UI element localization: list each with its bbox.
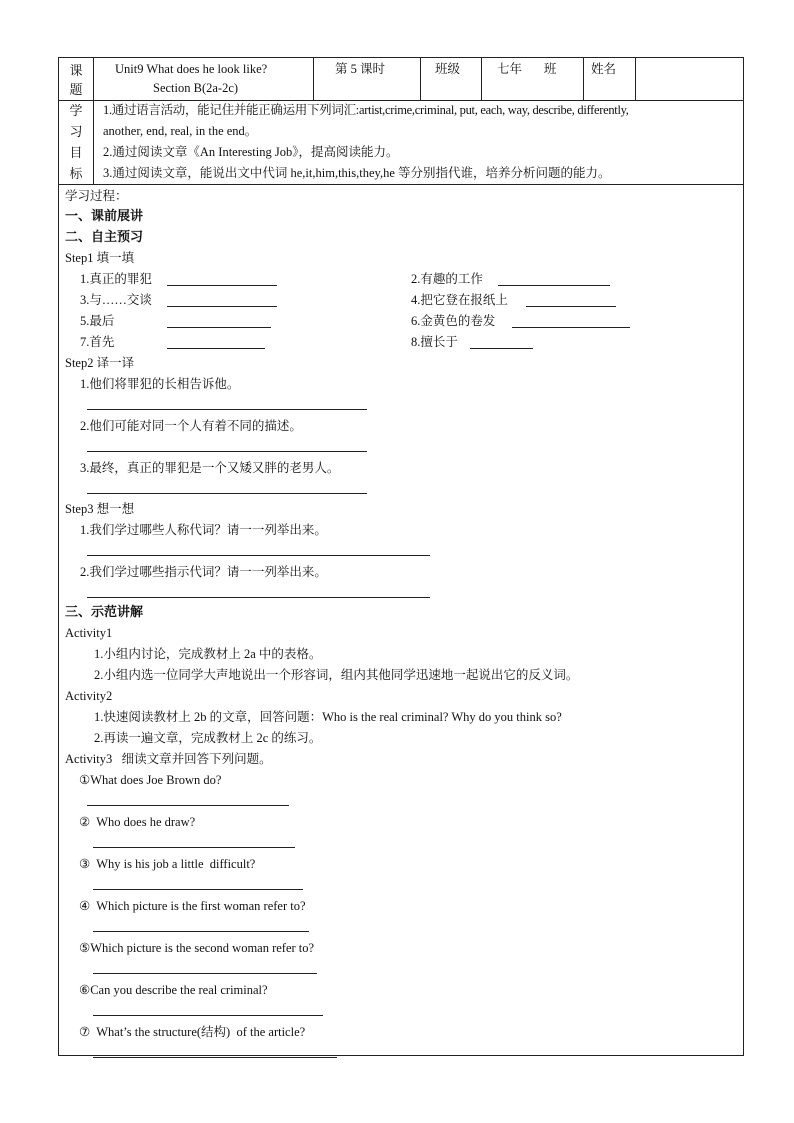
activity3-title: Activity3 细读文章并回答下列问题。 bbox=[65, 752, 272, 766]
step2-item: 3.最终，真正的罪犯是一个又矮又胖的老男人。 bbox=[80, 461, 340, 475]
answer-line[interactable] bbox=[87, 805, 289, 806]
answer-blank[interactable] bbox=[167, 348, 265, 349]
lesson-section: Section B(2a-2c) bbox=[153, 81, 239, 95]
activity1-title: Activity1 bbox=[65, 626, 113, 640]
activity3-question: ④ Which picture is the first woman refer to? bbox=[79, 899, 306, 913]
answer-line[interactable] bbox=[87, 493, 367, 494]
name-label: 姓名 bbox=[591, 62, 617, 76]
step1-item: 6.金黄色的卷发 bbox=[411, 314, 496, 328]
section-heading: 一、课前展讲 bbox=[65, 208, 144, 223]
step1-item: 2.有趣的工作 bbox=[411, 272, 483, 286]
section-heading: 三、示范讲解 bbox=[65, 604, 144, 619]
objectives-row bbox=[59, 100, 743, 185]
lesson-label-char-2: 题 bbox=[69, 82, 83, 97]
answer-line[interactable] bbox=[87, 555, 430, 556]
objective-item: 3.通过阅读文章，能说出文中代词 he,it,him,this,they,he 等分别指代谁，培养分析问题的能力。 bbox=[103, 166, 611, 180]
activity3-question: ①What does Joe Brown do? bbox=[79, 773, 222, 787]
answer-blank[interactable] bbox=[526, 306, 616, 307]
objectives-text bbox=[103, 100, 739, 184]
answer-line[interactable] bbox=[93, 1015, 323, 1016]
answer-line[interactable] bbox=[87, 409, 367, 410]
activity3-question: ⑥Can you describe the real criminal? bbox=[79, 983, 268, 997]
step1-item: 4.把它登在报纸上 bbox=[411, 293, 508, 307]
answer-line[interactable] bbox=[87, 451, 367, 452]
activity1-item: 1.小组内讨论，完成教材上 2a 中的表格。 bbox=[94, 647, 322, 661]
answer-blank[interactable] bbox=[167, 327, 271, 328]
answer-line[interactable] bbox=[93, 1057, 337, 1058]
step3-item: 1.我们学过哪些人称代词？请一一列举出来。 bbox=[80, 523, 327, 537]
answer-line[interactable] bbox=[93, 847, 295, 848]
answer-line[interactable] bbox=[87, 597, 430, 598]
step1-item: 5.最后 bbox=[80, 314, 115, 328]
objective-item: another, end, real, in the end。 bbox=[103, 124, 258, 138]
objective-item: 1.通过语言活动，能记住并能正确运用下列词汇:artist,crime,criminal, put, each, way, describe, differently, bbox=[103, 103, 629, 117]
grade-field: 七年 班 bbox=[497, 62, 557, 76]
activity2-item: 2.再读一遍文章，完成教材上 2c 的练习。 bbox=[94, 731, 322, 745]
answer-blank[interactable] bbox=[167, 285, 277, 286]
answer-line[interactable] bbox=[93, 889, 303, 890]
activity3-question: ⑤Which picture is the second woman refer to? bbox=[79, 941, 315, 955]
lesson-label-char-1: 课 bbox=[69, 63, 83, 78]
step3-title: Step3 想一想 bbox=[65, 502, 135, 516]
activity2-item: 1.快速阅读教材上 2b 的文章，回答问题：Who is the real criminal? Why do you think so? bbox=[94, 710, 562, 724]
period-label: 第 5 课时 bbox=[335, 62, 386, 76]
step2-title: Step2 译一译 bbox=[65, 356, 135, 370]
objectives-label: 学 习 目 标 bbox=[69, 103, 83, 181]
process-label: 学习过程： bbox=[65, 189, 128, 203]
step2-item: 1.他们将罪犯的长相告诉他。 bbox=[80, 377, 240, 391]
activity1-item: 2.小组内选一位同学大声地说出一个形容词，组内其他同学迅速地一起说出它的反义词。 bbox=[94, 668, 579, 682]
activity3-question: ⑦ What’s the structure(结构) of the article? bbox=[79, 1025, 306, 1039]
answer-blank[interactable] bbox=[498, 285, 610, 286]
step1-item: 3.与……交谈 bbox=[80, 293, 152, 307]
answer-line[interactable] bbox=[93, 931, 309, 932]
step3-item: 2.我们学过哪些指示代词？请一一列举出来。 bbox=[80, 565, 327, 579]
answer-blank[interactable] bbox=[167, 306, 277, 307]
step1-item: 8.擅长于 bbox=[411, 335, 458, 349]
activity3-question: ② Who does he draw? bbox=[79, 815, 196, 829]
answer-line[interactable] bbox=[93, 973, 317, 974]
lesson-title: Unit9 What does he look like? bbox=[115, 62, 268, 76]
lesson-label bbox=[65, 61, 87, 99]
step2-item: 2.他们可能对同一个人有着不同的描述。 bbox=[80, 419, 302, 433]
step1-item: 1.真正的罪犯 bbox=[80, 272, 152, 286]
answer-blank[interactable] bbox=[512, 327, 630, 328]
section-heading: 二、自主预习 bbox=[65, 229, 144, 244]
step1-item: 7.首先 bbox=[80, 335, 115, 349]
step1-title: Step1 填一填 bbox=[65, 251, 135, 265]
activity3-question: ③ Why is his job a little difficult? bbox=[79, 857, 256, 871]
activity2-title: Activity2 bbox=[65, 689, 113, 703]
header-row bbox=[59, 58, 743, 101]
class-label: 班级 bbox=[435, 62, 461, 76]
answer-blank[interactable] bbox=[470, 348, 533, 349]
objective-item: 2.通过阅读文章《An Interesting Job》，提高阅读能力。 bbox=[103, 145, 399, 159]
worksheet-table bbox=[58, 57, 744, 1056]
